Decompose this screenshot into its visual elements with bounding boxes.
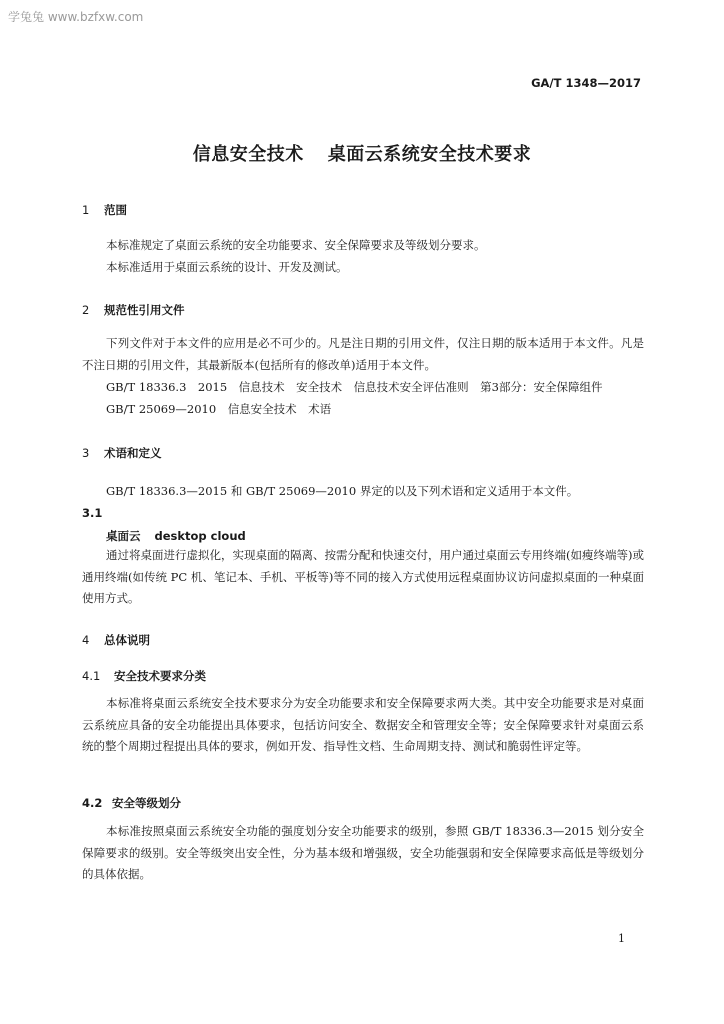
section-4-2-number: 4.2 (82, 796, 103, 810)
page-number: 1 (618, 932, 625, 945)
section-3-number: 3 (82, 446, 90, 460)
term-chinese: 桌面云 (106, 529, 141, 543)
section-3-para-1: GB/T 18336.3—2015 和 GB/T 25069—2010 界定的以及下列术语和定义适用于本文件。 (106, 484, 579, 498)
section-4-2-para: 本标准按照桌面云系统安全功能的强度划分安全功能要求的级别，参照 GB/T 18336.3—2015 划分安全保障要求的级别。安全等级突出安全性，分为基本级和增强级，安全功能强弱和安全保障要求高低是等级划分的具体依据。 (82, 824, 644, 881)
section-4-heading (82, 632, 150, 648)
term-english: desktop cloud (154, 529, 246, 543)
title-part-2: 桌面云系统安全技术要求 (327, 144, 532, 165)
section-4-number: 4 (82, 633, 90, 647)
section-1-para-1: 本标准规定了桌面云系统的安全功能要求、安全保障要求及等级划分要求。 (106, 238, 486, 252)
section-3-title: 术语和定义 (104, 446, 162, 460)
section-3-heading (82, 445, 162, 461)
section-4-1-title: 安全技术要求分类 (114, 669, 206, 683)
section-4-1-para: 本标准将桌面云系统安全技术要求分为安全功能要求和安全保障要求两大类。其中安全功能要求是对桌面云系统应具备的安全功能提出具体要求，包括访问安全、数据安全和管理安全等；安全保障要求针对桌面云系统的整个周期过程提出具体的要求，例如开发、指导性文档、生命周期支持、测试和脆弱性评定等。 (82, 696, 644, 753)
term-entry (106, 528, 246, 544)
term-definition: 通过将桌面进行虚拟化，实现桌面的隔离、按需分配和快速交付，用户通过桌面云专用终端(如瘦终端等)或通用终端(如传统 PC 机、笔记本、手机、平板等)等不同的接入方式使用远程桌面协议访问虚拟桌面的一种桌面使用方式。 (82, 548, 644, 605)
reference-2: GB/T 25069—2010 信息安全技术 术语 (106, 402, 332, 416)
section-4-2-title: 安全等级划分 (112, 796, 181, 810)
document-title (0, 140, 724, 166)
section-4-title: 总体说明 (104, 633, 150, 647)
section-4-2-heading (82, 795, 181, 811)
section-1-title: 范围 (104, 203, 127, 217)
section-2-number: 2 (82, 303, 90, 317)
standard-number: GA/T 1348—2017 (531, 76, 641, 90)
section-1-heading (82, 202, 127, 218)
watermark: 学兔兔 www.bzfxw.com (8, 10, 144, 24)
section-2-para-1: 下列文件对于本文件的应用是必不可少的。凡是注日期的引用文件，仅注日期的版本适用于本文件。凡是不注日期的引用文件，其最新版本(包括所有的修改单)适用于本文件。 (82, 336, 644, 372)
section-4-1-number: 4.1 (82, 669, 101, 683)
term-number: 3.1 (82, 506, 103, 520)
section-1-number: 1 (82, 203, 90, 217)
reference-1: GB/T 18336.3 2015 信息技术 安全技术 信息技术安全评估准则 第3部分：安全保障组件 (106, 380, 603, 394)
section-4-1-heading (82, 668, 206, 684)
section-2-heading (82, 302, 185, 318)
section-2-title: 规范性引用文件 (104, 303, 185, 317)
section-1-para-2: 本标准适用于桌面云系统的设计、开发及测试。 (106, 260, 348, 274)
title-part-1: 信息安全技术 (192, 144, 304, 165)
